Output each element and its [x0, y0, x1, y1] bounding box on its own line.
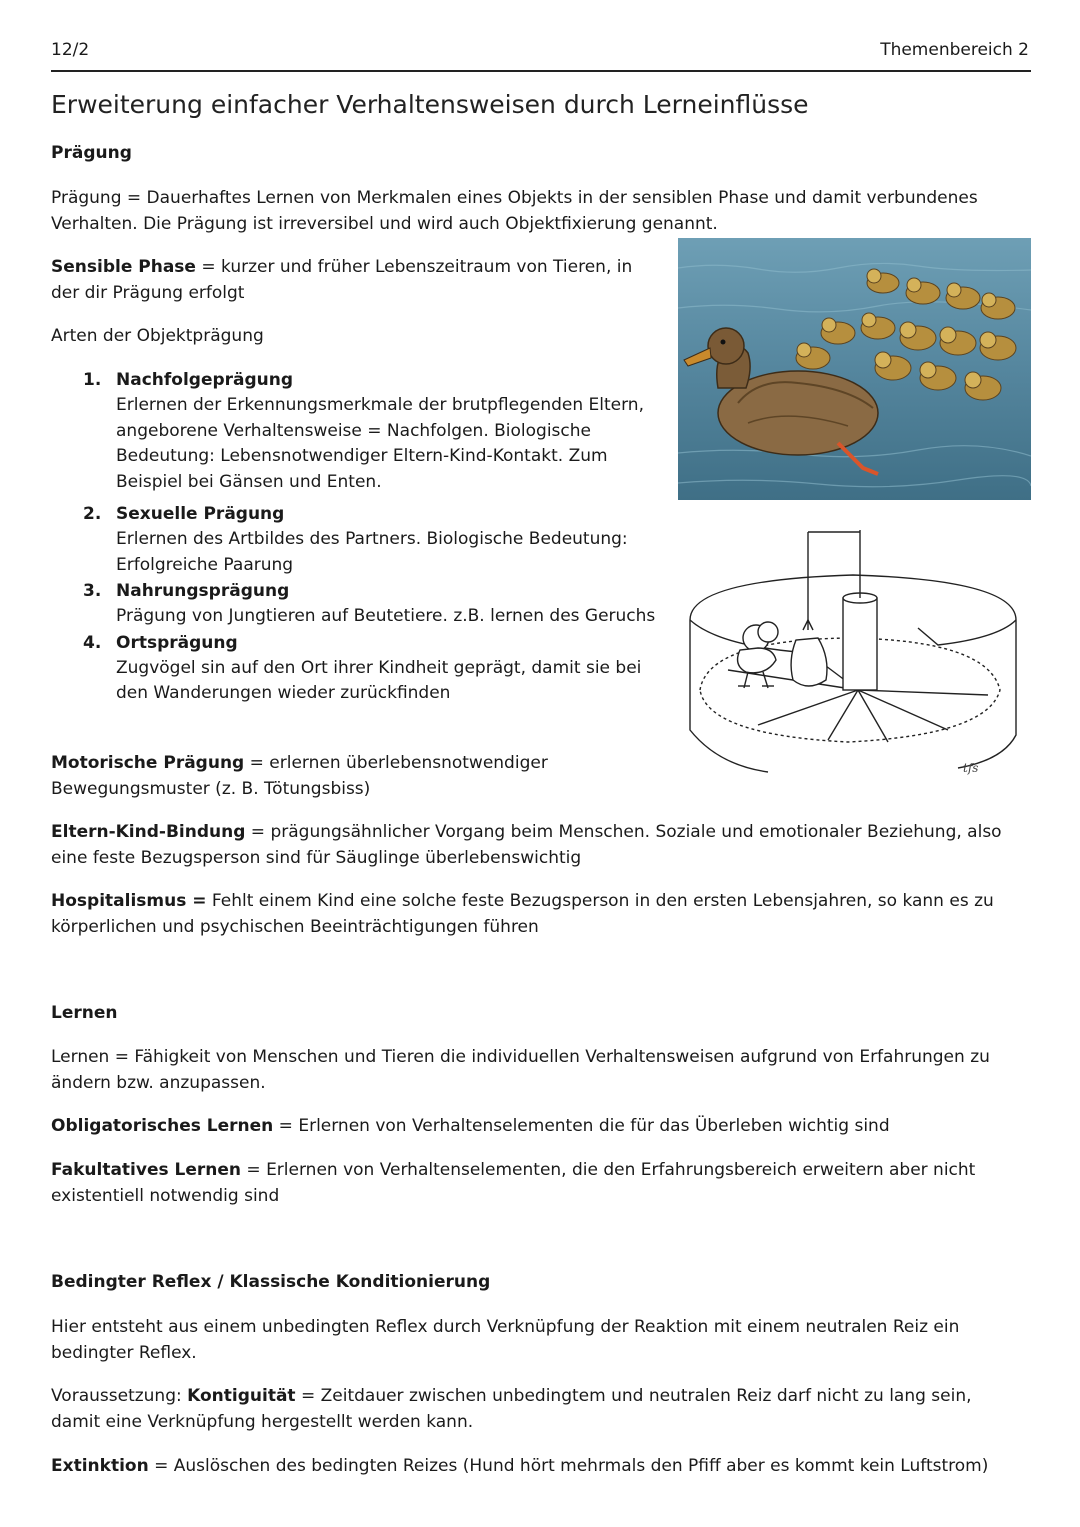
extinktion — [51, 1453, 1026, 1479]
eltern-kind-bindung — [51, 819, 1026, 871]
hospitalismus — [51, 888, 1026, 940]
lernen-heading: Lernen — [51, 1003, 118, 1023]
page-title: Erweiterung einfacher Verhaltensweisen durch Lerneinflüsse — [51, 90, 809, 119]
imprinting-apparatus-illustration — [678, 520, 1031, 790]
drawing-signature: tfs — [963, 761, 979, 775]
list-number: 3. — [83, 581, 102, 601]
list-item-text: Erlernen des Artbildes des Partners. Biologische Bedeutung: Erfolgreiche Paarung — [116, 529, 628, 575]
sensible-phase-definition — [51, 254, 661, 306]
list-item-text: Zugvögel sin auf den Ort ihrer Kindheit geprägt, damit sie bei den Wanderungen wieder zurückfinden — [116, 657, 642, 703]
voraussetzung-prefix: Voraussetzung: — [51, 1386, 188, 1406]
list-number: 1. — [83, 370, 102, 390]
hospitalismus-term: Hospitalismus = — [51, 891, 207, 911]
list-item — [83, 501, 663, 578]
extinktion-text: = Auslöschen des bedingten Reizes (Hund hört mehrmals den Pfiff aber es kommt kein Luftstrom) — [148, 1456, 989, 1476]
header-divider — [51, 70, 1031, 72]
fakultatives-lernen-term: Fakultatives Lernen — [51, 1160, 242, 1180]
topic-area: Themenbereich 2 — [880, 40, 1029, 60]
imprinting-apparatus-drawing — [678, 520, 1031, 790]
list-item-title: Nachfolgeprägung — [116, 370, 294, 390]
duck-photo — [678, 238, 1031, 500]
hospitalismus-text: Fehlt einem Kind eine solche feste Bezugsperson in den ersten Lebensjahren, so kann es zu körperlichen und psychischen Beeinträchtigungen führen — [51, 891, 994, 937]
duck-with-ducklings-image — [678, 238, 1031, 500]
list-number: 4. — [83, 632, 102, 653]
eltern-kind-bindung-text: = prägungsähnlicher Vorgang beim Menschen. Soziale und emotionaler Beziehung, also eine feste Bezugsperson sind für Säuglinge überlebenswichtig — [51, 822, 1002, 868]
motorische-praegung — [51, 750, 611, 802]
fakultatives-lernen-text: = Erlernen von Verhaltenselementen, die den Erfahrungsbereich erweitern aber nicht existentiell notwendig sind — [51, 1160, 976, 1206]
reflex-definition: Hier entsteht aus einem unbedingten Reflex durch Verknüpfung der Reaktion mit einem neutralen Reiz ein bedingter Reflex. — [51, 1317, 960, 1363]
fakultatives-lernen — [51, 1157, 1026, 1209]
kontiguitaet-term: Kontiguität — [187, 1386, 296, 1406]
arten-heading: Arten der Objektprägung — [51, 326, 264, 346]
arten-list — [83, 367, 663, 707]
eltern-kind-bindung-term: Eltern-Kind-Bindung — [51, 822, 246, 842]
list-item-title: Nahrungsprägung — [116, 581, 290, 601]
sensible-phase-term: Sensible Phase — [51, 257, 196, 277]
motorische-praegung-term: Motorische Prägung — [51, 753, 245, 773]
page-number: 12/2 — [51, 40, 90, 60]
list-number: 2. — [83, 504, 102, 524]
extinktion-term: Extinktion — [51, 1456, 149, 1476]
list-item-title: Sexuelle Prägung — [116, 504, 285, 524]
list-item — [83, 630, 663, 707]
obligatorisches-lernen-text: = Erlernen von Verhaltenselementen die für das Überleben wichtig sind — [273, 1116, 890, 1136]
lernen-definition: Lernen = Fähigkeit von Menschen und Tieren die individuellen Verhaltensweisen aufgrund von Erfahrungen zu ändern bzw. anzupassen. — [51, 1047, 990, 1093]
list-item-text: Prägung von Jungtieren auf Beutetiere. z.B. lernen des Geruchs — [116, 606, 656, 626]
kontiguitaet-text: = Zeitdauer zwischen unbedingtem und neutralen Reiz darf nicht zu lang sein, damit eine Verknüpfung hergestellt werden kann. — [51, 1386, 972, 1432]
motorische-praegung-text: = erlernen überlebensnotwendiger Bewegungsmuster (z. B. Tötungsbiss) — [51, 753, 548, 799]
sensible-phase-text: = kurzer und früher Lebenszeitraum von Tieren, in der dir Prägung erfolgt — [51, 257, 633, 303]
list-item — [83, 367, 663, 495]
reflex-heading: Bedingter Reflex / Klassische Konditionierung — [51, 1272, 491, 1292]
obligatorisches-lernen — [51, 1113, 1026, 1139]
praegung-definition: Prägung = Dauerhaftes Lernen von Merkmalen eines Objekts in der sensiblen Phase und damit verbundenes Verhalten. Die Prägung ist irreversibel und wird auch Objektfixierung genannt. — [51, 188, 978, 234]
praegung-heading: Prägung — [51, 143, 132, 163]
list-item — [83, 578, 663, 630]
list-item-text: Erlernen der Erkennungsmerkmale der brutpflegenden Eltern, angeborene Verhaltensweise = Nachfolgen. Biologische Bedeutung: Lebensnotwendiger Eltern-Kind-Kontakt. Zum Beispiel bei Gänsen und Enten. — [116, 395, 644, 492]
voraussetzung — [51, 1383, 1026, 1435]
obligatorisches-lernen-term: Obligatorisches Lernen — [51, 1116, 274, 1136]
list-item-title: Ortsprägung — [116, 632, 238, 653]
